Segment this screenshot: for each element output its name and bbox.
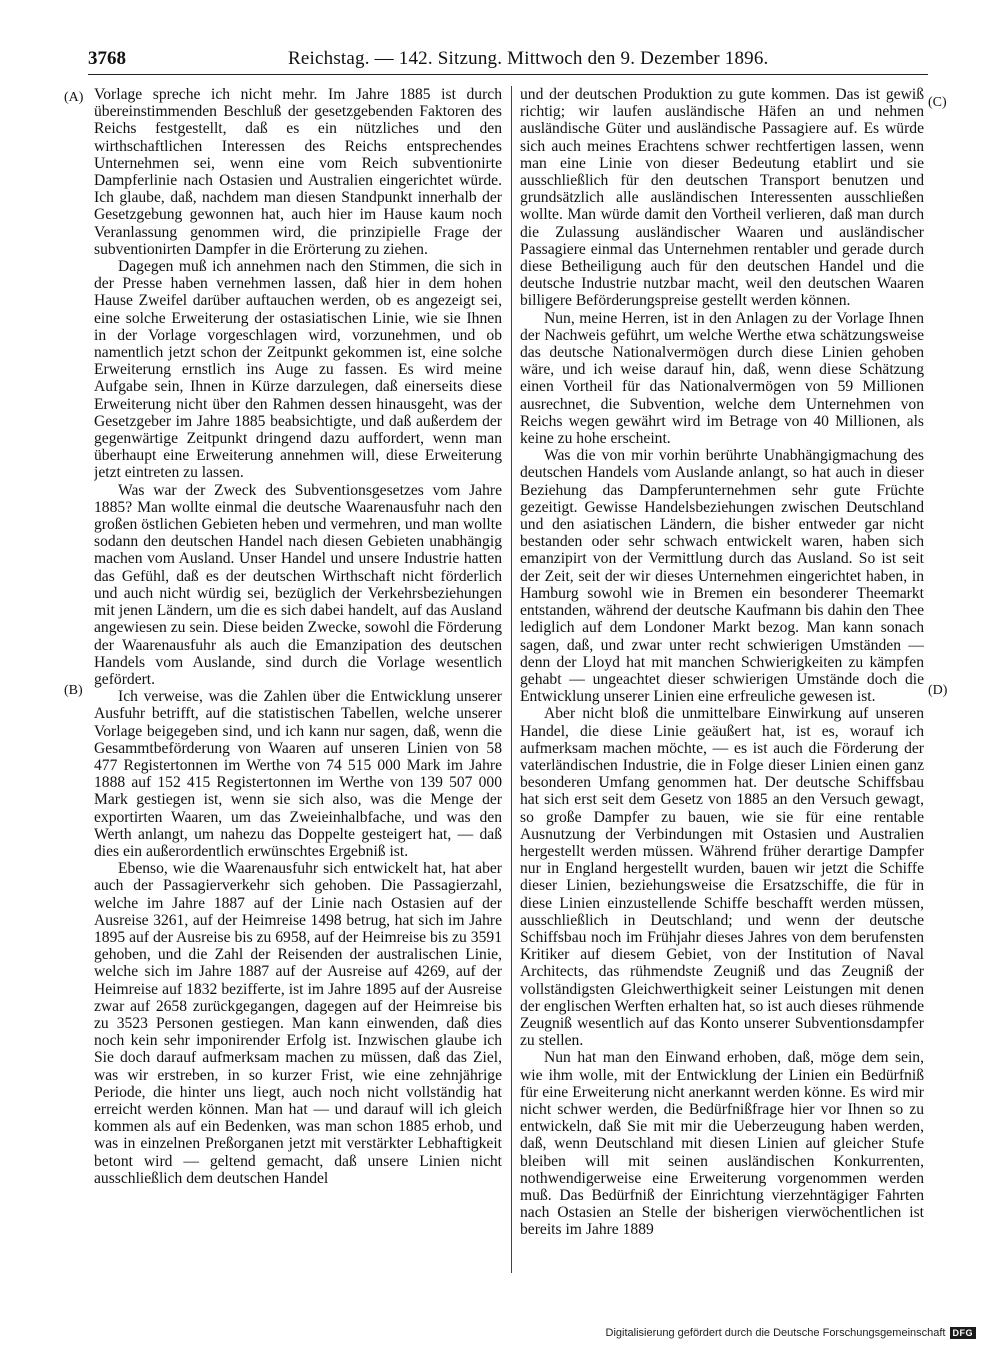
page-header — [88, 46, 928, 75]
dfg-logo-icon: DFG — [950, 1327, 977, 1339]
paragraph: Ich verweise, was die Zahlen über die Entwicklung unserer Ausfuhr betrifft, auf die statistischen Tabellen, welche unserer Vorlage beigegeben sind, und ich kann nur sagen, daß, wenn die Gesammtbeförderung von Waaren auf unseren Linien von 58 477 Registertonnen im Werthe von 74 515 000 Mark im Jahre 1888 auf 152 415 Registertonnen im Werthe von 139 507 000 Mark gestiegen ist, wenn sie sich also, was die Menge der exportirten Waaren, um das Zweieinhalbfache, und was den Werth anlangt, um nahezu das Doppelte gesteigert hat, — daß dies ein außerordentlich erwünschtes Ergebniß ist. — [94, 688, 502, 860]
left-column — [94, 86, 502, 1276]
running-title: Reichstag. — 142. Sitzung. Mittwoch den 9. Dezember 1896. — [288, 48, 769, 69]
paragraph: Vorlage spreche ich nicht mehr. Im Jahre 1885 ist durch übereinstimmenden Beschluß der gesetzgebenden Faktoren des Reichs festgestellt, daß es ein nützliches und den wirthschaftlichen Interessen des Reichs entsprechendes Unternehmen sei, wenn eine vom Reich subventionirte Dampferlinie nach Ostasien und Australien eingerichtet würde. Ich glaube, daß, nachdem man diesen Standpunkt innerhalb der Gesetzgebung gewonnen hat, auch hier im Hause kaum noch Veranlassung genommen wird, die prinzipielle Frage der subventionirten Dampfer in die Erörterung zu ziehen. — [94, 86, 502, 258]
paragraph: Nun, meine Herren, ist in den Anlagen zu der Vorlage Ihnen der Nachweis geführt, um welche Werthe etwa schätzungsweise das deutsche Nationalvermögen durch diese Linien gehoben wäre, und ich weise darauf hin, daß, wenn diese Schätzung einen Vortheil für das Nationalvermögen von 59 Millionen ausrechnet, die Subvention, welche dem Unternehmen von Reichs wegen gewährt wird im Betrage von 40 Millionen, als keine zu hohe erscheint. — [520, 309, 924, 448]
column-divider — [511, 86, 512, 1273]
credit-text: Digitalisierung gefördert durch die Deutsche Forschungsgemeinschaft — [605, 1327, 946, 1339]
paragraph: und der deutschen Produktion zu gute kommen. Das ist gewiß richtig; wir laufen ausländische Häfen an und nehmen ausländische Güter und ausländische Passagiere auf. Es würde sich auch meines Erachtens schwer rechtfertigen lassen, wenn man eine Linie von dieser Bedeutung etablirt und sie ausschließlich für den deutschen Transport benutzen und grundsätzlich alle ausländischen Interessenten ausschließen wollte. Man würde damit den Vortheil verlieren, daß man durch die Zulassung ausländischer Waaren und ausländischer Passagiere einmal das Unternehmen rentabler und gerade durch diese Betheiligung auch für den deutschen Handel und die deutsche Industrie nutzbar macht, weil den deutschen Waaren billigere Beförderungspreise gestellt werden können. — [520, 86, 924, 310]
margin-marker-d: (D) — [928, 683, 948, 698]
right-column — [520, 86, 924, 1276]
margin-marker-b: (B) — [64, 683, 83, 698]
page-number: 3768 — [88, 48, 126, 69]
margin-marker-c: (C) — [928, 95, 947, 110]
paragraph: Was war der Zweck des Subventionsgesetzes vom Jahre 1885? Man wollte einmal die deutsche Waarenausfuhr nach den großen östlichen Gebieten heben und vermehren, und man wollte sodann den deutschen Handel nach diesen Gebieten unabhängig machen vom Ausland. Unser Handel und unsere Industrie hatten das Gefühl, daß es der deutschen Wirthschaft nicht förderlich und auch nicht würdig sei, bezüglich der Verkehrsbeziehungen mit jenen Ländern, um die es sich dabei handelt, auf das Ausland angewiesen zu sein. Diese beiden Zwecke, sowohl die Förderung der Waarenausfuhr als auch die Emanzipation des deutschen Handels vom Auslande, sind durch die Vorlage wesentlich gefördert. — [94, 481, 502, 688]
margin-marker-a: (A) — [64, 90, 84, 105]
digitization-credit — [606, 1327, 976, 1339]
paragraph: Was die von mir vorhin berührte Unabhängigmachung des deutschen Handels vom Auslande anlangt, so hat auch in dieser Beziehung das Dampferunternehmen sehr gute Früchte gezeitigt. Gewisse Handelsbeziehungen zwischen Deutschland und den asiatischen Ländern, die bisher entweder gar nicht bestanden oder sehr schwach entwickelt waren, haben sich emanzipirt von der Vermittlung durch das Ausland. So ist seit der Zeit, seit der wir dieses Unternehmen eingerichtet haben, in Hamburg sowohl wie in Bremen ein besonderer Theemarkt entstanden, während der deutsche Kaufmann bis dahin den Thee lediglich auf dem Londoner Markt bezog. Man kann sonach sagen, daß, und zwar unter recht schwierigen Umständen — denn der Lloyd hat mit manchen Schwierigkeiten zu kämpfen gehabt — ungeachtet dieser schwierigen Umstände doch die Entwicklung unserer Linien eine erfreuliche gewesen ist. — [520, 447, 924, 706]
paragraph: Aber nicht bloß die unmittelbare Einwirkung auf unseren Handel, die diese Linie geäußert hat, ist es, worauf ich aufmerksam machen möchte, — es ist auch die Förderung der vaterländischen Industrie, die in Folge dieser Linien einen ganz besonderen Umfang genommen hat. Der deutsche Schiffsbau hat sich erst seit dem Gesetz von 1885 an den Versuch gewagt, so große Dampfer zu bauen, wie sie für eine rentable Ausnutzung der Verbindungen mit Ostasien und Australien hergestellt werden müssen. Während früher derartige Dampfer nur in England hergestellt wurden, bauen wir jetzt die Schiffe dieser Linien, beziehungsweise die Ersatzschiffe, die für in diese Linien einzustellende Schiffe beschafft werden müssen, ausschließlich in Deutschland; und wenn der deutsche Schiffsbau noch im Frühjahr dieses Jahres von dem berufensten Kritiker auf diesem Gebiet, von der Institution of Naval Architects, das rühmendste Zeugniß und das Zeugniß der vollständigsten Gleichwerthigkeit seiner Leistungen mit denen der englischen Werften erhalten hat, so ist auch dieses rühmende Zeugniß wesentlich auf das Konto unserer Subventionsdampfer zu stellen. — [520, 705, 924, 1050]
paragraph: Dagegen muß ich annehmen nach den Stimmen, die sich in der Presse haben vernehmen lassen, daß hier in dem hohen Hause Zweifel darüber auftauchen werden, ob es angezeigt sei, eine solche Erweiterung der ostasiatischen Linie, wie sie Ihnen in der Vorlage vorgeschlagen wird, vorzunehmen, und ob namentlich jetzt schon der Zeitpunkt gekommen ist, eine solche Erweiterung ernstlich ins Auge zu fassen. Es wird meine Aufgabe sein, Ihnen in Kürze darzulegen, daß einerseits diese Erweiterung nicht über den Rahmen dessen hinausgeht, was der Gesetzgeber im Jahre 1885 beabsichtigte, und daß außerdem der gegenwärtige Zeitpunkt dringend dazu auffordert, wenn man überhaupt eine Erweiterung annehmen will, diese Erweiterung jetzt eintreten zu lassen. — [94, 258, 502, 482]
paragraph: Nun hat man den Einwand erhoben, daß, möge dem sein, wie ihm wolle, mit der Entwicklung der Linien ein Bedürfniß für eine Erweiterung nicht anerkannt werden könne. Es wird mir nicht schwer werden, die Bedürfnißfrage hier vor Ihnen so zu entwickeln, daß Sie mit mir die Ueberzeugung haben werden, daß, wenn Deutschland mit diesen Linien auf gleicher Stufe bleiben will mit seinen ausländischen Konkurrenten, nothwendigerweise eine Erweiterung vorgenommen werden muß. Das Bedürfniß der Einrichtung vierzehntägiger Fahrten nach Ostasien an Stelle der bisherigen vierwöchentlichen ist bereits im Jahre 1889 — [520, 1049, 924, 1239]
paragraph: Ebenso, wie die Waarenausfuhr sich entwickelt hat, hat aber auch der Passagierverkehr sich gehoben. Die Passagierzahl, welche im Jahre 1887 auf der Linie nach Ostasien auf der Ausreise 3261, auf der Heimreise 1498 betrug, hat sich im Jahre 1895 auf der Ausreise bis zu 6958, auf der Heimreise bis zu 3591 gehoben, und die Zahl der Reisenden der australischen Linie, welche sich im Jahre 1887 auf der Ausreise auf 4269, auf der Heimreise auf 1832 bezifferte, ist im Jahre 1895 auf der Ausreise zwar auf 2658 zurückgegangen, dagegen auf der Heimreise bis zu 3523 Personen gestiegen. Man kann einwenden, daß dies noch kein sehr imponirender Erfolg ist. Inzwischen glaube ich Sie doch darauf aufmerksam machen zu müssen, daß das Ziel, was wir erstreben, in so kurzer Frist, wie eine zehnjährige Periode, die hinter uns liegt, auch noch nicht vollständig hat erreicht werden können. Man hat — und darauf will ich gleich kommen als auf ein Bedenken, was man schon 1885 erhob, und was in einzelnen Preßorganen jetzt mit verstärkter Lebhaftigkeit betont wird — geltend gemacht, daß unsere Linien nicht ausschließlich dem deutschen Handel — [94, 860, 502, 1187]
